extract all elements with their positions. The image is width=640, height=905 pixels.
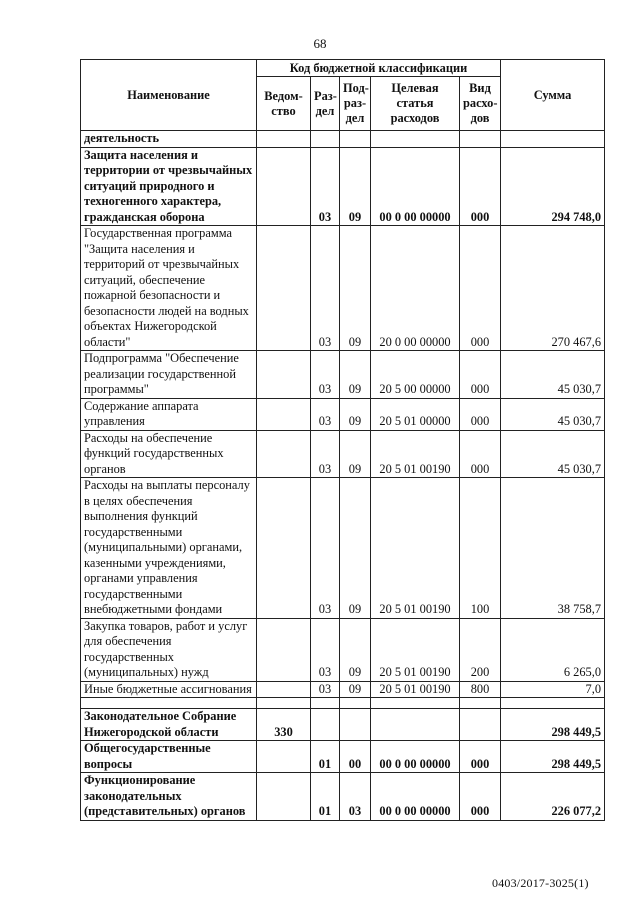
table-row (81, 226, 605, 351)
cell-name (81, 698, 257, 709)
cell-vid: 000 (460, 773, 501, 821)
cell-name: Общегосударственные вопросы (81, 741, 257, 773)
table-row (81, 478, 605, 619)
cell-name: деятельность (81, 131, 257, 148)
cell-name: Содержание аппарата управления (81, 398, 257, 430)
cell-summa: 294 748,0 (501, 147, 605, 226)
cell-summa: 38 758,7 (501, 478, 605, 619)
cell-razdel: 03 (311, 351, 340, 399)
cell-tselevaya: 20 5 01 00190 (371, 618, 460, 681)
cell-tselevaya: 00 0 00 00000 (371, 773, 460, 821)
header-vid: Вид расхо-дов (460, 77, 501, 131)
cell-vedomstvo (257, 478, 311, 619)
cell-tselevaya: 00 0 00 00000 (371, 147, 460, 226)
cell-summa (501, 698, 605, 709)
cell-razdel: 03 (311, 618, 340, 681)
cell-tselevaya (371, 131, 460, 148)
cell-summa: 45 030,7 (501, 398, 605, 430)
cell-summa: 298 449,5 (501, 741, 605, 773)
cell-vedomstvo (257, 398, 311, 430)
cell-podrazdel: 09 (340, 478, 371, 619)
table-row (81, 131, 605, 148)
cell-vid: 000 (460, 398, 501, 430)
cell-podrazdel (340, 698, 371, 709)
cell-tselevaya: 20 5 01 00000 (371, 398, 460, 430)
cell-vedomstvo (257, 698, 311, 709)
cell-summa: 6 265,0 (501, 618, 605, 681)
cell-tselevaya: 20 5 00 00000 (371, 351, 460, 399)
cell-vid (460, 709, 501, 741)
cell-podrazdel: 09 (340, 681, 371, 698)
table-row (81, 741, 605, 773)
cell-vedomstvo: 330 (257, 709, 311, 741)
cell-vid: 000 (460, 741, 501, 773)
header-name: Наименование (81, 60, 257, 131)
table-row (81, 773, 605, 821)
cell-summa: 298 449,5 (501, 709, 605, 741)
cell-razdel (311, 131, 340, 148)
cell-podrazdel: 09 (340, 398, 371, 430)
cell-name: Расходы на выплаты персоналу в целях обеспечения выполнения функций государственными (муниципальными) органами, казенными учреждениями, органами управления государственными внебюджетными фондами (81, 478, 257, 619)
cell-name: Государственная программа "Защита населения и территорий от чрезвычайных ситуаций, обеспечение пожарной безопасности и безопасности людей на водных объектах Нижегородской области" (81, 226, 257, 351)
header-code-group: Код бюджетной классификации (257, 60, 501, 77)
cell-razdel: 03 (311, 681, 340, 698)
cell-vedomstvo (257, 226, 311, 351)
cell-vid: 000 (460, 226, 501, 351)
cell-razdel: 03 (311, 478, 340, 619)
cell-razdel (311, 709, 340, 741)
cell-tselevaya (371, 709, 460, 741)
cell-tselevaya: 20 5 01 00190 (371, 478, 460, 619)
cell-vid: 000 (460, 147, 501, 226)
cell-podrazdel: 09 (340, 226, 371, 351)
cell-razdel: 03 (311, 430, 340, 478)
cell-tselevaya: 20 0 00 00000 (371, 226, 460, 351)
header-podrazdel: Под-раз-дел (340, 77, 371, 131)
cell-vedomstvo (257, 351, 311, 399)
cell-tselevaya (371, 698, 460, 709)
header-summa: Сумма (501, 60, 605, 131)
cell-podrazdel: 09 (340, 351, 371, 399)
cell-name: Защита населения и территории от чрезвычайных ситуаций природного и техногенного характера, гражданская оборона (81, 147, 257, 226)
cell-tselevaya: 00 0 00 00000 (371, 741, 460, 773)
cell-name: Законодательное Собрание Нижегородской области (81, 709, 257, 741)
cell-summa: 270 467,6 (501, 226, 605, 351)
cell-vid: 000 (460, 351, 501, 399)
table-body (81, 131, 605, 821)
cell-summa: 45 030,7 (501, 430, 605, 478)
table-row (81, 147, 605, 226)
cell-summa: 45 030,7 (501, 351, 605, 399)
cell-razdel: 01 (311, 741, 340, 773)
cell-vid: 000 (460, 430, 501, 478)
cell-podrazdel: 00 (340, 741, 371, 773)
table-row (81, 398, 605, 430)
header-razdel: Раз-дел (311, 77, 340, 131)
cell-vedomstvo (257, 681, 311, 698)
cell-razdel: 03 (311, 398, 340, 430)
cell-razdel (311, 698, 340, 709)
document-code: 0403/2017-3025(1) (492, 876, 589, 890)
cell-name: Функционирование законодательных (представительных) органов (81, 773, 257, 821)
cell-name: Иные бюджетные ассигнования (81, 681, 257, 698)
cell-razdel: 03 (311, 226, 340, 351)
cell-vid: 100 (460, 478, 501, 619)
cell-podrazdel: 09 (340, 430, 371, 478)
budget-classification-table (80, 59, 605, 821)
cell-tselevaya: 20 5 01 00190 (371, 430, 460, 478)
table-row (81, 618, 605, 681)
cell-vid (460, 131, 501, 148)
page-number: 68 (313, 36, 327, 51)
cell-summa (501, 131, 605, 148)
cell-name: Закупка товаров, работ и услуг для обеспечения государственных (муниципальных) нужд (81, 618, 257, 681)
cell-vedomstvo (257, 741, 311, 773)
cell-name: Подпрограмма "Обеспечение реализации государственной программы" (81, 351, 257, 399)
cell-summa: 7,0 (501, 681, 605, 698)
cell-vedomstvo (257, 618, 311, 681)
cell-name: Расходы на обеспечение функций государственных органов (81, 430, 257, 478)
cell-podrazdel (340, 709, 371, 741)
table-row (81, 351, 605, 399)
cell-vid (460, 698, 501, 709)
header-tselevaya: Целевая статья расходов (371, 77, 460, 131)
table-row (81, 698, 605, 709)
cell-razdel: 01 (311, 773, 340, 821)
cell-razdel: 03 (311, 147, 340, 226)
cell-vid: 800 (460, 681, 501, 698)
cell-vedomstvo (257, 773, 311, 821)
cell-podrazdel: 09 (340, 147, 371, 226)
table-row (81, 681, 605, 698)
cell-tselevaya: 20 5 01 00190 (371, 681, 460, 698)
header-vedomstvo: Ведом-ство (257, 77, 311, 131)
cell-vid: 200 (460, 618, 501, 681)
cell-vedomstvo (257, 430, 311, 478)
cell-vedomstvo (257, 131, 311, 148)
table-row (81, 430, 605, 478)
table-row (81, 709, 605, 741)
cell-podrazdel (340, 131, 371, 148)
cell-podrazdel: 03 (340, 773, 371, 821)
cell-podrazdel: 09 (340, 618, 371, 681)
cell-summa: 226 077,2 (501, 773, 605, 821)
cell-vedomstvo (257, 147, 311, 226)
